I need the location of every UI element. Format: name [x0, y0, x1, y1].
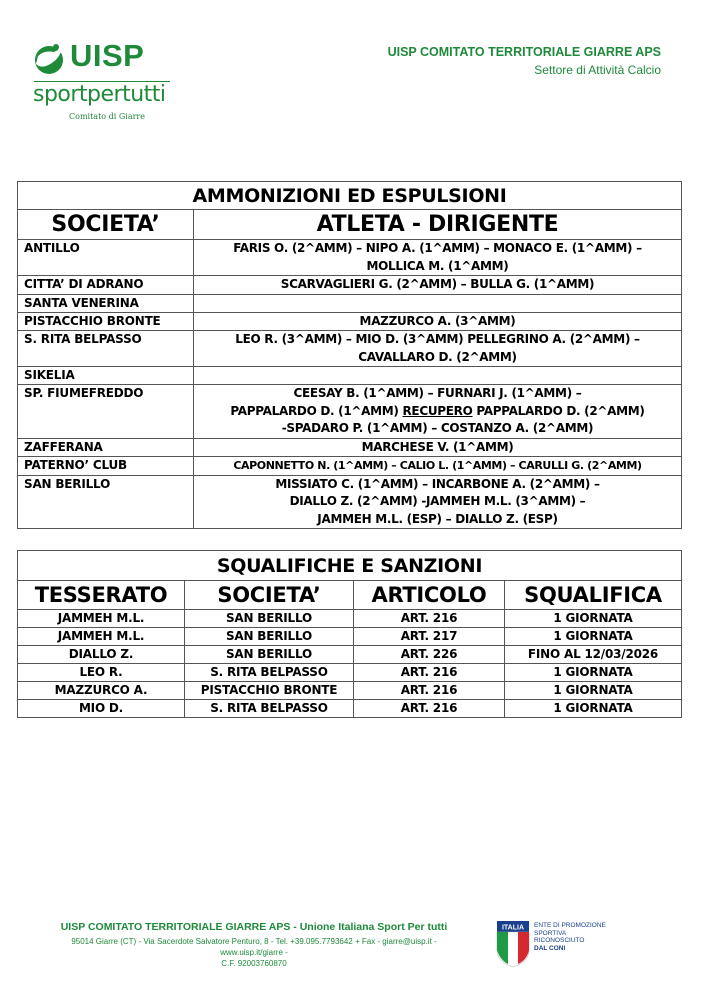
- coni-line: SPORTIVA: [534, 929, 567, 937]
- atleta-line: CEESAY B. (1^AMM) – FURNARI J. (1^AMM) –: [293, 386, 582, 400]
- header-org: UISP COMITATO TERRITORIALE GIARRE APS: [387, 45, 661, 59]
- coni-badge: [496, 920, 616, 970]
- societa-cell: ANTILLO: [18, 240, 194, 276]
- societa-cell: S. RITA BELPASSO: [185, 664, 354, 682]
- uisp-runner-icon: [32, 42, 68, 76]
- tesserato-cell: DIALLO Z.: [18, 646, 185, 664]
- table-row: [18, 294, 682, 312]
- societa-cell: SAN BERILLO: [185, 646, 354, 664]
- logo-uisp-text: UISP: [70, 38, 145, 73]
- table-row: [18, 367, 682, 385]
- societa-cell: SAN BERILLO: [18, 475, 194, 529]
- tesserato-cell: LEO R.: [18, 664, 185, 682]
- squalifica-cell: 1 GIORNATA: [505, 628, 682, 646]
- header-sector: Settore di Attività Calcio: [534, 63, 661, 77]
- table-row: [18, 438, 682, 457]
- table-row: [18, 331, 682, 367]
- uisp-logo: [32, 40, 177, 125]
- squalifiche-title: SQUALIFICHE E SANZIONI: [18, 551, 682, 581]
- col-atleta-header: ATLETA - DIRIGENTE: [194, 210, 682, 240]
- coni-shield-icon: [496, 920, 530, 968]
- atleta-cell: [194, 367, 682, 385]
- societa-cell: PISTACCHIO BRONTE: [18, 312, 194, 331]
- recupero-label: RECUPERO: [402, 403, 473, 418]
- table-row: [18, 646, 682, 664]
- col-societa-header: SOCIETA’: [185, 581, 354, 610]
- atleta-line: MOLLICA M. (1^AMM): [366, 258, 509, 273]
- table-row: [18, 628, 682, 646]
- table-row: [18, 664, 682, 682]
- tesserato-cell: MIO D.: [18, 700, 185, 718]
- atleta-cell: MARCHESE V. (1^AMM): [194, 438, 682, 457]
- ammonizioni-title: AMMONIZIONI ED ESPULSIONI: [18, 182, 682, 210]
- table-row: [18, 312, 682, 331]
- atleta-segment: PAPPALARDO D. (1^AMM): [230, 403, 403, 418]
- footer: [40, 921, 468, 969]
- societa-cell: S. RITA BELPASSO: [185, 700, 354, 718]
- articolo-cell: ART. 216: [354, 610, 505, 628]
- atleta-segment: PAPPALARDO D. (2^AMM): [472, 403, 645, 418]
- articolo-cell: ART. 217: [354, 628, 505, 646]
- squalifica-cell: FINO AL 12/03/2026: [505, 646, 682, 664]
- tesserato-cell: MAZZURCO A.: [18, 682, 185, 700]
- tesserato-cell: JAMMEH M.L.: [18, 610, 185, 628]
- societa-cell: SANTA VENERINA: [18, 294, 194, 312]
- societa-cell: PATERNO’ CLUB: [18, 457, 194, 476]
- societa-cell: SIKELIA: [18, 367, 194, 385]
- atleta-cell: [194, 294, 682, 312]
- coni-line: RICONOSCIUTO: [534, 937, 585, 944]
- table-row: [18, 457, 682, 476]
- table-row: [18, 385, 682, 439]
- societa-cell: SAN BERILLO: [185, 628, 354, 646]
- articolo-cell: ART. 216: [354, 700, 505, 718]
- logo-comitato-text: Comitato di Giarre: [69, 112, 145, 121]
- tesserato-cell: JAMMEH M.L.: [18, 628, 185, 646]
- ammonizioni-table: [17, 181, 682, 529]
- societa-cell: CITTA’ DI ADRANO: [18, 276, 194, 295]
- societa-cell: PISTACCHIO BRONTE: [185, 682, 354, 700]
- coni-line: DAL CONI: [534, 944, 566, 952]
- squalifica-cell: 1 GIORNATA: [505, 610, 682, 628]
- col-societa-header: SOCIETA’: [18, 210, 194, 240]
- articolo-cell: ART. 216: [354, 664, 505, 682]
- squalifica-cell: 1 GIORNATA: [505, 700, 682, 718]
- table-row: [18, 610, 682, 628]
- atleta-cell: [194, 240, 682, 276]
- footer-address: [40, 936, 468, 969]
- atleta-line: DIALLO Z. (2^AMM) -JAMMEH M.L. (3^AMM) –: [289, 494, 586, 508]
- atleta-line: MISSIATO C. (1^AMM) – INCARBONE A. (2^AMM) –: [275, 476, 600, 491]
- atleta-cell: SCARVAGLIERI G. (2^AMM) – BULLA G. (1^AMM): [194, 276, 682, 295]
- table-row: [18, 240, 682, 276]
- table-row: [18, 475, 682, 529]
- footer-cf: C.F. 92003760870: [221, 959, 287, 968]
- table-row: [18, 276, 682, 295]
- coni-line: ENTE DI PROMOZIONE: [534, 922, 606, 929]
- col-tesserato-header: TESSERATO: [18, 581, 185, 610]
- coni-italia-label: ITALIA: [501, 924, 525, 932]
- atleta-line: JAMMEH M.L. (ESP) – DIALLO Z. (ESP): [317, 511, 558, 526]
- squalifica-cell: 1 GIORNATA: [505, 682, 682, 700]
- societa-cell: SAN BERILLO: [185, 610, 354, 628]
- squalifica-cell: 1 GIORNATA: [505, 664, 682, 682]
- societa-cell: ZAFFERANA: [18, 438, 194, 457]
- table-row: [18, 700, 682, 718]
- atleta-line: -SPADARO P. (1^AMM) – COSTANZO A. (2^AMM): [281, 421, 594, 435]
- atleta-line: CAVALLARO D. (2^AMM): [358, 349, 517, 364]
- col-squalifica-header: SQUALIFICA: [505, 581, 682, 610]
- atleta-cell: CAPONNETTO N. (1^AMM) – CALIO L. (1^AMM) – CARULLI G. (2^AMM): [194, 457, 682, 476]
- atleta-line: FARIS O. (2^AMM) – NIPO A. (1^AMM) – MONACO E. (1^AMM) –: [233, 241, 642, 255]
- atleta-cell: [194, 475, 682, 529]
- atleta-line: [198, 403, 677, 421]
- atleta-cell: [194, 385, 682, 439]
- logo-sportpertutti-text: sportpertutti: [33, 82, 166, 107]
- header-org-block: [388, 45, 661, 77]
- societa-cell: SP. FIUMEFREDDO: [18, 385, 194, 439]
- societa-cell: S. RITA BELPASSO: [18, 331, 194, 367]
- footer-org: UISP COMITATO TERRITORIALE GIARRE APS - Unione Italiana Sport Per tutti: [60, 921, 448, 933]
- col-articolo-header: ARTICOLO: [354, 581, 505, 610]
- coni-text: [534, 922, 606, 952]
- footer-address-line: 95014 Giarre (CT) - Via Sacerdote Salvatore Penturo, 8 - Tel. +39.095.7793642 + Fax - giarre@uisp.it - www.uisp.it/giarre -: [71, 937, 437, 957]
- atleta-line: LEO R. (3^AMM) – MIO D. (3^AMM) PELLEGRINO A. (2^AMM) –: [235, 332, 640, 346]
- articolo-cell: ART. 226: [354, 646, 505, 664]
- atleta-cell: [194, 331, 682, 367]
- squalifiche-table: [17, 550, 682, 718]
- atleta-cell: MAZZURCO A. (3^AMM): [194, 312, 682, 331]
- articolo-cell: ART. 216: [354, 682, 505, 700]
- table-row: [18, 682, 682, 700]
